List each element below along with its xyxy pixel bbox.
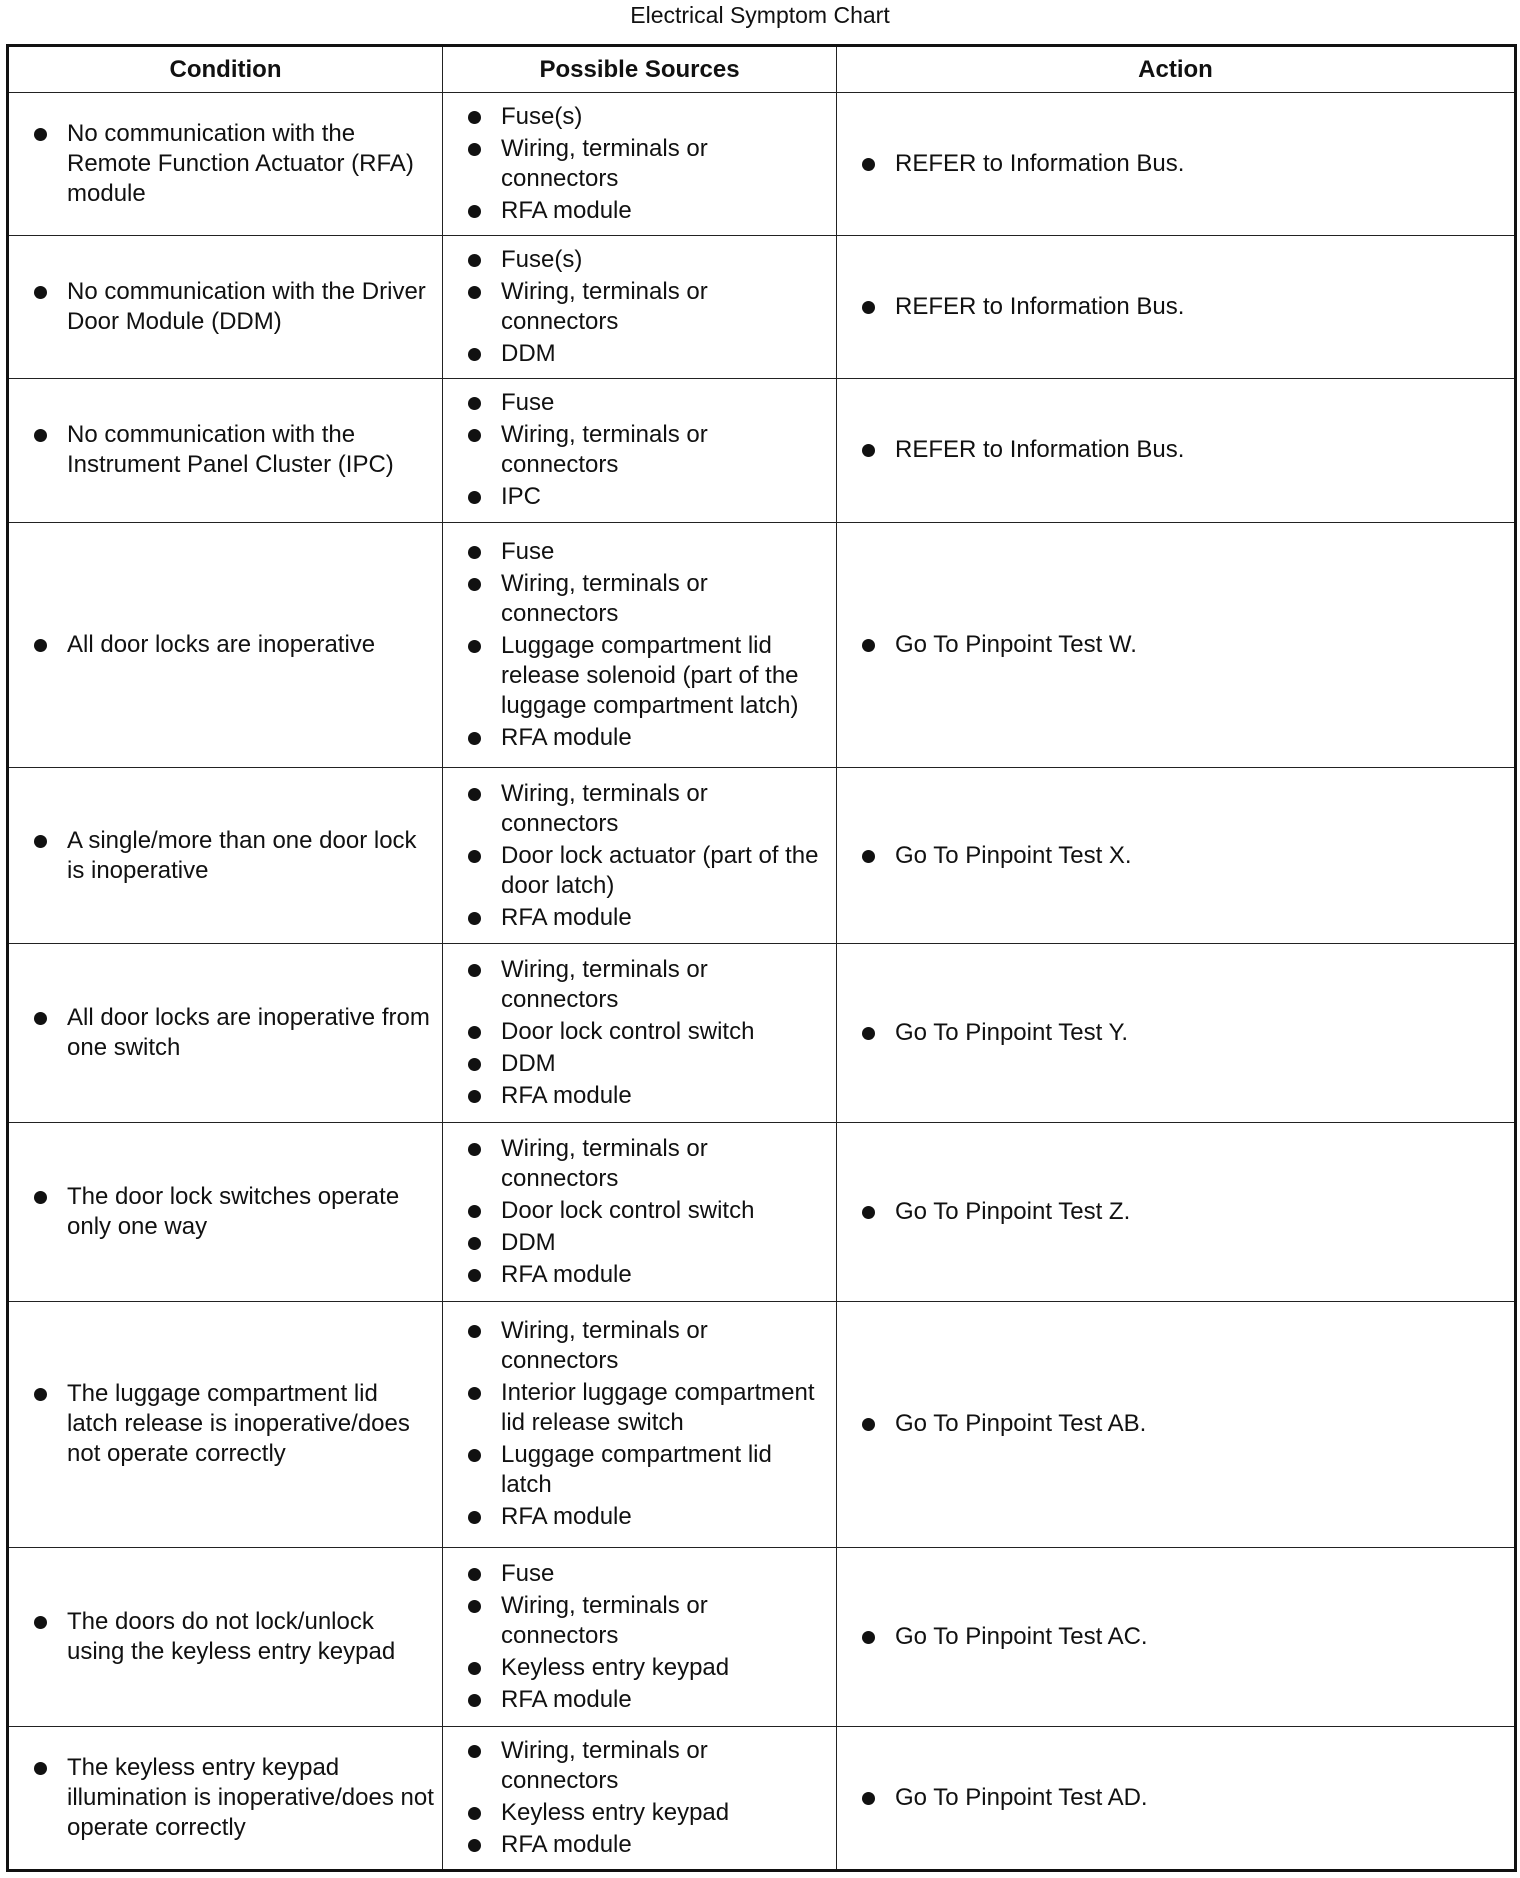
bullet-icon: [468, 397, 481, 410]
bullet-icon: [468, 1568, 481, 1581]
bullet-icon: [862, 1027, 875, 1040]
table-row: [8, 944, 1516, 1123]
bullet-icon: [468, 1511, 481, 1524]
bullet-item: [501, 1228, 826, 1258]
bullet-item: [501, 1830, 826, 1860]
bullet-icon: [862, 1206, 875, 1219]
table-row: [8, 1122, 1516, 1301]
bullet-text: The luggage compartment lid latch release is inoperative/does not operate correctly: [67, 1380, 410, 1468]
bullet-item: [67, 119, 434, 209]
bullet-item: [501, 1260, 826, 1290]
bullet-icon: [468, 429, 481, 442]
condition-cell: [8, 1726, 443, 1870]
bullet-icon: [468, 1143, 481, 1156]
bullet-icon: [468, 1600, 481, 1613]
table-row: [8, 1726, 1516, 1870]
bullet-item: [501, 1685, 826, 1715]
bullet-item: [501, 277, 826, 337]
bullet-text: Fuse: [501, 389, 555, 417]
bullet-item: [501, 841, 826, 901]
bullet-item: [501, 482, 826, 512]
bullet-icon: [34, 429, 47, 442]
bullet-icon: [468, 732, 481, 745]
bullet-text: Wiring, terminals or connectors: [501, 956, 708, 1014]
bullet-icon: [468, 205, 481, 218]
bullet-text: IPC: [501, 483, 542, 511]
bullet-icon: [468, 348, 481, 361]
bullet-text: RFA module: [501, 1503, 632, 1531]
bullet-icon: [468, 286, 481, 299]
bullet-item: [501, 1081, 826, 1111]
bullet-item: [67, 1379, 434, 1469]
possible-sources-cell: [443, 1547, 837, 1726]
bullet-icon: [468, 1694, 481, 1707]
bullet-icon: [862, 850, 875, 863]
bullet-item: [501, 420, 826, 480]
action-cell: [837, 1547, 1516, 1726]
condition-cell: [8, 93, 443, 236]
bullet-text: No communication with the Remote Function Actuator (RFA) module: [67, 120, 414, 208]
bullet-icon: [862, 301, 875, 314]
bullet-text: Go To Pinpoint Test Y.: [895, 1019, 1129, 1047]
bullet-item: [67, 630, 434, 660]
bullet-text: RFA module: [501, 903, 632, 931]
bullet-item: [501, 245, 826, 275]
bullet-icon: [468, 1839, 481, 1852]
bullet-text: Wiring, terminals or connectors: [501, 1317, 708, 1375]
bullet-text: Wiring, terminals or connectors: [501, 779, 708, 837]
action-cell: [837, 1122, 1516, 1301]
bullet-icon: [862, 444, 875, 457]
possible-sources-cell: [443, 522, 837, 767]
bullet-item: [501, 1798, 826, 1828]
bullet-item: [67, 1753, 434, 1843]
bullet-text: RFA module: [501, 197, 632, 225]
bullet-icon: [468, 1205, 481, 1218]
bullet-item: [501, 779, 826, 839]
table-row: [8, 1301, 1516, 1547]
bullet-item: [501, 1736, 826, 1796]
bullet-icon: [468, 964, 481, 977]
table-row: [8, 767, 1516, 943]
bullet-text: Go To Pinpoint Test X.: [895, 841, 1132, 869]
bullet-item: [895, 1018, 1504, 1048]
action-cell: [837, 379, 1516, 522]
bullet-icon: [862, 1418, 875, 1431]
header-action: Action: [837, 46, 1516, 93]
table-row: [8, 93, 1516, 236]
bullet-text: The door lock switches operate only one way: [67, 1182, 400, 1240]
action-cell: [837, 944, 1516, 1123]
bullet-text: Go To Pinpoint Test AD.: [895, 1783, 1148, 1811]
bullet-text: Fuse(s): [501, 246, 583, 274]
bullet-text: Keyless entry keypad: [501, 1653, 730, 1681]
table-row: [8, 379, 1516, 522]
bullet-item: [501, 569, 826, 629]
bullet-text: A single/more than one door lock is inoperative: [67, 826, 417, 884]
bullet-text: All door locks are inoperative: [67, 630, 376, 658]
bullet-item: [501, 102, 826, 132]
condition-cell: [8, 379, 443, 522]
bullet-icon: [468, 254, 481, 267]
bullet-icon: [34, 128, 47, 141]
bullet-text: All door locks are inoperative from one switch: [67, 1004, 430, 1062]
bullet-item: [501, 1378, 826, 1438]
bullet-icon: [468, 1269, 481, 1282]
bullet-icon: [468, 1237, 481, 1250]
bullet-item: [895, 1622, 1504, 1652]
condition-cell: [8, 767, 443, 943]
bullet-text: RFA module: [501, 1685, 632, 1713]
bullet-icon: [468, 1745, 481, 1758]
condition-cell: [8, 1122, 443, 1301]
bullet-item: [501, 388, 826, 418]
condition-cell: [8, 1547, 443, 1726]
bullet-icon: [862, 1792, 875, 1805]
table-row: [8, 522, 1516, 767]
bullet-text: Wiring, terminals or connectors: [501, 1134, 708, 1192]
action-cell: [837, 93, 1516, 236]
bullet-icon: [468, 912, 481, 925]
bullet-text: Wiring, terminals or connectors: [501, 278, 708, 336]
action-cell: [837, 1301, 1516, 1547]
bullet-item: [501, 1316, 826, 1376]
bullet-icon: [34, 639, 47, 652]
bullet-text: REFER to Information Bus.: [895, 293, 1185, 321]
bullet-item: [501, 1017, 826, 1047]
bullet-icon: [468, 578, 481, 591]
page-title: Electrical Symptom Chart: [630, 2, 890, 28]
bullet-item: [67, 1003, 434, 1063]
bullet-item: [501, 1134, 826, 1194]
bullet-text: Wiring, terminals or connectors: [501, 1736, 708, 1794]
bullet-text: DDM: [501, 1050, 556, 1078]
bullet-text: REFER to Information Bus.: [895, 150, 1185, 178]
bullet-icon: [468, 143, 481, 156]
bullet-text: Keyless entry keypad: [501, 1798, 730, 1826]
bullet-item: [501, 537, 826, 567]
bullet-item: [501, 1559, 826, 1589]
bullet-icon: [468, 1090, 481, 1103]
bullet-text: Door lock actuator (part of the door latch): [501, 841, 819, 899]
bullet-item: [501, 955, 826, 1015]
bullet-item: [501, 1440, 826, 1500]
header-condition: Condition: [8, 46, 443, 93]
symptom-table: [6, 44, 1517, 1872]
bullet-icon: [468, 111, 481, 124]
bullet-item: [895, 1197, 1504, 1227]
bullet-icon: [34, 1388, 47, 1401]
bullet-text: Luggage compartment lid release solenoid (part of the luggage compartment latch): [501, 631, 799, 719]
bullet-icon: [468, 788, 481, 801]
bullet-item: [501, 1196, 826, 1226]
bullet-text: Interior luggage compartment lid release switch: [501, 1379, 815, 1437]
bullet-text: Wiring, terminals or connectors: [501, 1591, 708, 1649]
possible-sources-cell: [443, 1726, 837, 1870]
bullet-text: Go To Pinpoint Test AB.: [895, 1410, 1147, 1438]
bullet-item: [895, 149, 1504, 179]
bullet-icon: [468, 1449, 481, 1462]
action-cell: [837, 236, 1516, 379]
bullet-text: RFA module: [501, 1260, 632, 1288]
possible-sources-cell: [443, 1122, 837, 1301]
table-row: [8, 236, 1516, 379]
bullet-item: [67, 1182, 434, 1242]
bullet-item: [67, 277, 434, 337]
bullet-item: [67, 826, 434, 886]
possible-sources-cell: [443, 944, 837, 1123]
bullet-icon: [468, 1026, 481, 1039]
bullet-item: [501, 723, 826, 753]
bullet-icon: [34, 1012, 47, 1025]
bullet-icon: [468, 1662, 481, 1675]
bullet-item: [895, 841, 1504, 871]
bullet-text: Fuse: [501, 1559, 555, 1587]
header-possible-sources: Possible Sources: [443, 46, 837, 93]
condition-cell: [8, 522, 443, 767]
bullet-item: [501, 631, 826, 721]
bullet-item: [895, 435, 1504, 465]
bullet-item: [501, 1502, 826, 1532]
bullet-icon: [468, 1387, 481, 1400]
possible-sources-cell: [443, 236, 837, 379]
possible-sources-cell: [443, 767, 837, 943]
bullet-item: [501, 1591, 826, 1651]
bullet-text: RFA module: [501, 723, 632, 751]
bullet-text: Wiring, terminals or connectors: [501, 135, 708, 193]
bullet-icon: [468, 546, 481, 559]
bullet-item: [67, 420, 434, 480]
action-cell: [837, 1726, 1516, 1870]
possible-sources-cell: [443, 93, 837, 236]
bullet-item: [501, 903, 826, 933]
bullet-item: [501, 196, 826, 226]
bullet-icon: [468, 640, 481, 653]
possible-sources-cell: [443, 379, 837, 522]
action-cell: [837, 522, 1516, 767]
condition-cell: [8, 944, 443, 1123]
bullet-icon: [468, 491, 481, 504]
bullet-text: Go To Pinpoint Test AC.: [895, 1622, 1148, 1650]
bullet-item: [895, 630, 1504, 660]
bullet-text: REFER to Information Bus.: [895, 436, 1185, 464]
bullet-text: DDM: [501, 340, 556, 368]
condition-cell: [8, 236, 443, 379]
bullet-icon: [862, 158, 875, 171]
bullet-text: RFA module: [501, 1830, 632, 1858]
possible-sources-cell: [443, 1301, 837, 1547]
bullet-text: The doors do not lock/unlock using the keyless entry keypad: [67, 1607, 396, 1665]
bullet-icon: [34, 1616, 47, 1629]
bullet-text: Go To Pinpoint Test W.: [895, 630, 1137, 658]
bullet-icon: [468, 850, 481, 863]
bullet-item: [895, 1783, 1504, 1813]
bullet-item: [67, 1607, 434, 1667]
bullet-text: RFA module: [501, 1082, 632, 1110]
bullet-item: [501, 1049, 826, 1079]
bullet-text: Fuse(s): [501, 103, 583, 131]
bullet-text: The keyless entry keypad illumination is inoperative/does not operate correctly: [67, 1753, 434, 1841]
bullet-text: Wiring, terminals or connectors: [501, 569, 708, 627]
bullet-item: [501, 339, 826, 369]
header-row: [8, 46, 1516, 93]
bullet-icon: [862, 639, 875, 652]
bullet-icon: [468, 1807, 481, 1820]
bullet-icon: [34, 1191, 47, 1204]
bullet-text: Go To Pinpoint Test Z.: [895, 1197, 1131, 1225]
bullet-icon: [468, 1325, 481, 1338]
bullet-icon: [34, 835, 47, 848]
bullet-text: Fuse: [501, 537, 555, 565]
bullet-text: Wiring, terminals or connectors: [501, 421, 708, 479]
bullet-item: [501, 1653, 826, 1683]
bullet-icon: [34, 1762, 47, 1775]
bullet-icon: [862, 1631, 875, 1644]
bullet-item: [501, 134, 826, 194]
bullet-text: Luggage compartment lid latch: [501, 1441, 772, 1499]
bullet-icon: [468, 1058, 481, 1071]
bullet-item: [895, 1409, 1504, 1439]
table-row: [8, 1547, 1516, 1726]
bullet-item: [895, 292, 1504, 322]
condition-cell: [8, 1301, 443, 1547]
bullet-text: No communication with the Driver Door Module (DDM): [67, 278, 426, 336]
bullet-text: DDM: [501, 1228, 556, 1256]
bullet-text: No communication with the Instrument Panel Cluster (IPC): [67, 421, 394, 479]
bullet-text: Door lock control switch: [501, 1018, 755, 1046]
bullet-text: Door lock control switch: [501, 1196, 755, 1224]
bullet-icon: [34, 286, 47, 299]
action-cell: [837, 767, 1516, 943]
